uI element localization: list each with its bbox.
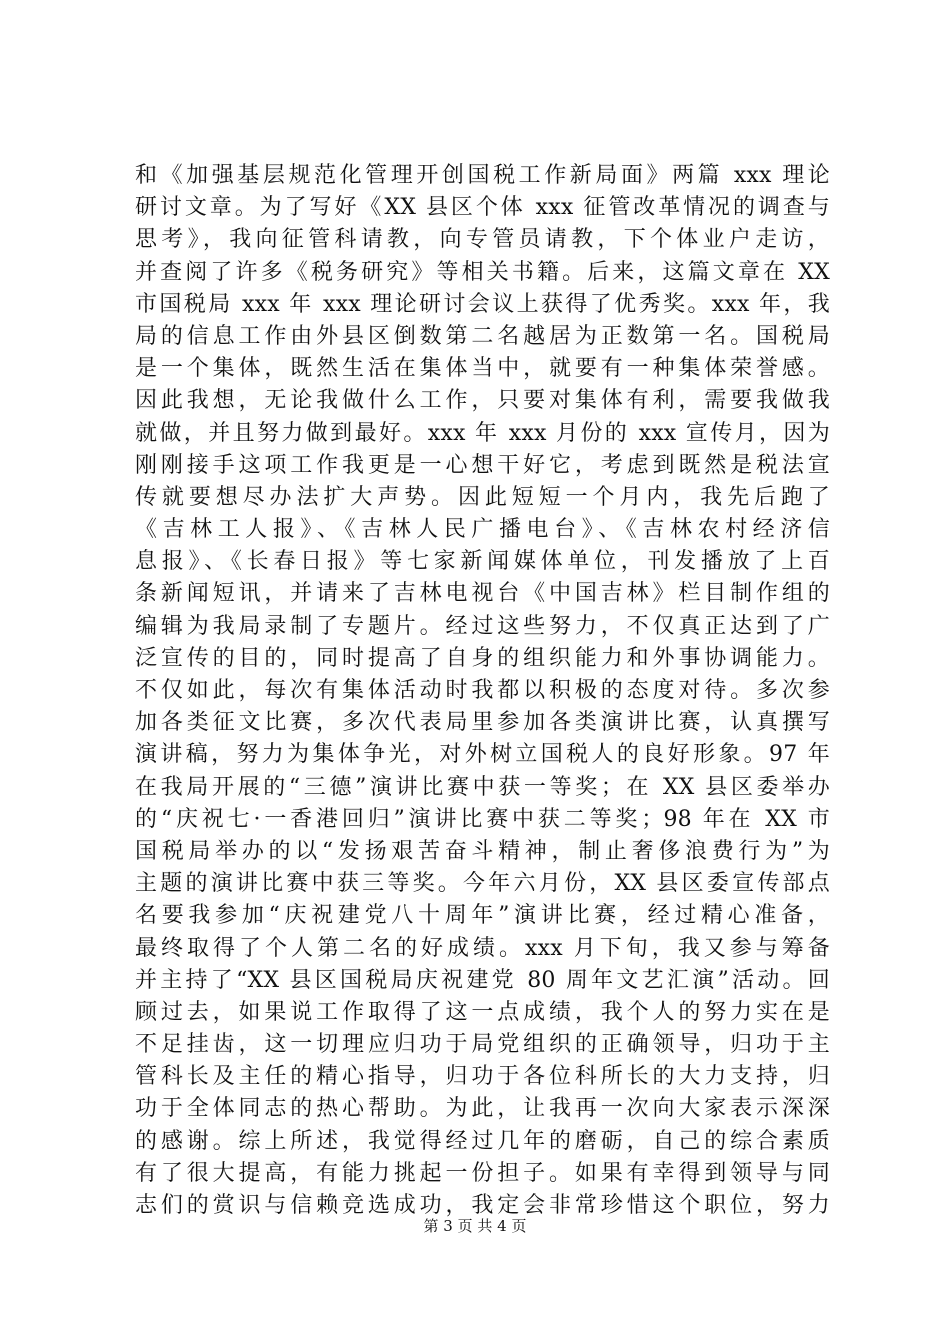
text-line: 息报》、《长春日报》等七家新闻媒体单位，刊发播放了上百 — [135, 549, 830, 575]
text-line: 就做，并且努力做到最好。xxx 年 xxx 月份的 xxx 宣传月，因为 — [135, 420, 830, 446]
text-line: 不仅如此，每次有集体活动时我都以积极的态度对待。多次参 — [135, 678, 830, 703]
text-line: 局的信息工作由外县区倒数第二名越居为正数第一名。国税局 — [135, 323, 830, 349]
text-line: 不足挂齿，这一切理应归功于局党组织的正确领导，归功于主 — [135, 1032, 830, 1058]
text-line: 泛宣传的目的，同时提高了自身的组织能力和外事协调能力。 — [135, 645, 830, 671]
text-line: 最终取得了个人第二名的好成绩。xxx 月下旬，我又参与筹备 — [135, 935, 830, 961]
text-line: 主题的演讲比赛中获三等奖。今年六月份，XX 县区委宣传部点 — [135, 871, 830, 897]
text-line: 并主持了“XX 县区国税局庆祝建党 80 周年文艺汇演”活动。回 — [135, 967, 830, 993]
text-line: 的“庆祝七·一香港回归”演讲比赛中获二等奖；98 年在 XX 市 — [135, 806, 830, 832]
text-line: 刚刚接手这项工作我更是一心想干好它，考虑到既然是税法宣 — [135, 452, 830, 478]
text-line: 顾过去，如果说工作取得了这一点成绩，我个人的努力实在是 — [135, 999, 830, 1025]
text-line: 市国税局 xxx 年 xxx 理论研讨会议上获得了优秀奖。xxx 年，我 — [135, 291, 830, 317]
text-line: 并查阅了许多《税务研究》等相关书籍。后来，这篇文章在 XX — [135, 259, 830, 285]
text-line: 思考》，我向征管科请教，向专管员请教，下个体业户走访， — [135, 227, 830, 253]
text-line: 志们的赏识与信赖竞选成功，我定会非常珍惜这个职位，努力 — [135, 1193, 830, 1218]
text-line: 的感谢。综上所述，我觉得经过几年的磨砺，自己的综合素质 — [135, 1128, 830, 1154]
text-line: 加各类征文比赛，多次代表局里参加各类演讲比赛，认真撰写 — [135, 710, 830, 736]
text-line: 名要我参加“庆祝建党八十周年”演讲比赛，经过精心准备， — [135, 903, 830, 929]
text-line: 管科长及主任的精心指导，归功于各位科所长的大力支持，归 — [135, 1064, 830, 1090]
page-footer: 第 3 页 共 4 页 — [423, 1217, 527, 1235]
text-line: 有了很大提高，有能力挑起一份担子。如果有幸得到领导与同 — [135, 1160, 830, 1186]
text-line: 功于全体同志的热心帮助。为此，让我再一次向大家表示深深 — [135, 1096, 830, 1122]
text-line: 在我局开展的“三德”演讲比赛中获一等奖；在 XX 县区委举办 — [135, 774, 830, 800]
body-text — [135, 160, 830, 1222]
text-line: 编辑为我局录制了专题片。经过这些努力，不仅真正达到了广 — [135, 613, 830, 639]
text-line: 《吉林工人报》、《吉林人民广播电台》、《吉林农村经济信 — [135, 517, 830, 543]
text-line: 因此我想，无论我做什么工作，只要对集体有利，需要我做我 — [135, 388, 830, 414]
text-line: 演讲稿，努力为集体争光，对外树立国税人的良好形象。97 年 — [135, 742, 830, 768]
text-line: 是一个集体，既然生活在集体当中，就要有一种集体荣誉感。 — [135, 356, 830, 382]
text-line: 国税局举办的以“发扬艰苦奋斗精神，制止奢侈浪费行为”为 — [135, 838, 830, 864]
text-line: 研讨文章。为了写好《XX 县区个体 xxx 征管改革情况的调查与 — [135, 195, 830, 221]
text-line: 和《加强基层规范化管理开创国税工作新局面》两篇 xxx 理论 — [135, 163, 830, 188]
text-line: 条新闻短讯，并请来了吉林电视台《中国吉林》栏目制作组的 — [135, 581, 830, 607]
text-line: 传就要想尽办法扩大声势。因此短短一个月内，我先后跑了 — [135, 484, 830, 510]
